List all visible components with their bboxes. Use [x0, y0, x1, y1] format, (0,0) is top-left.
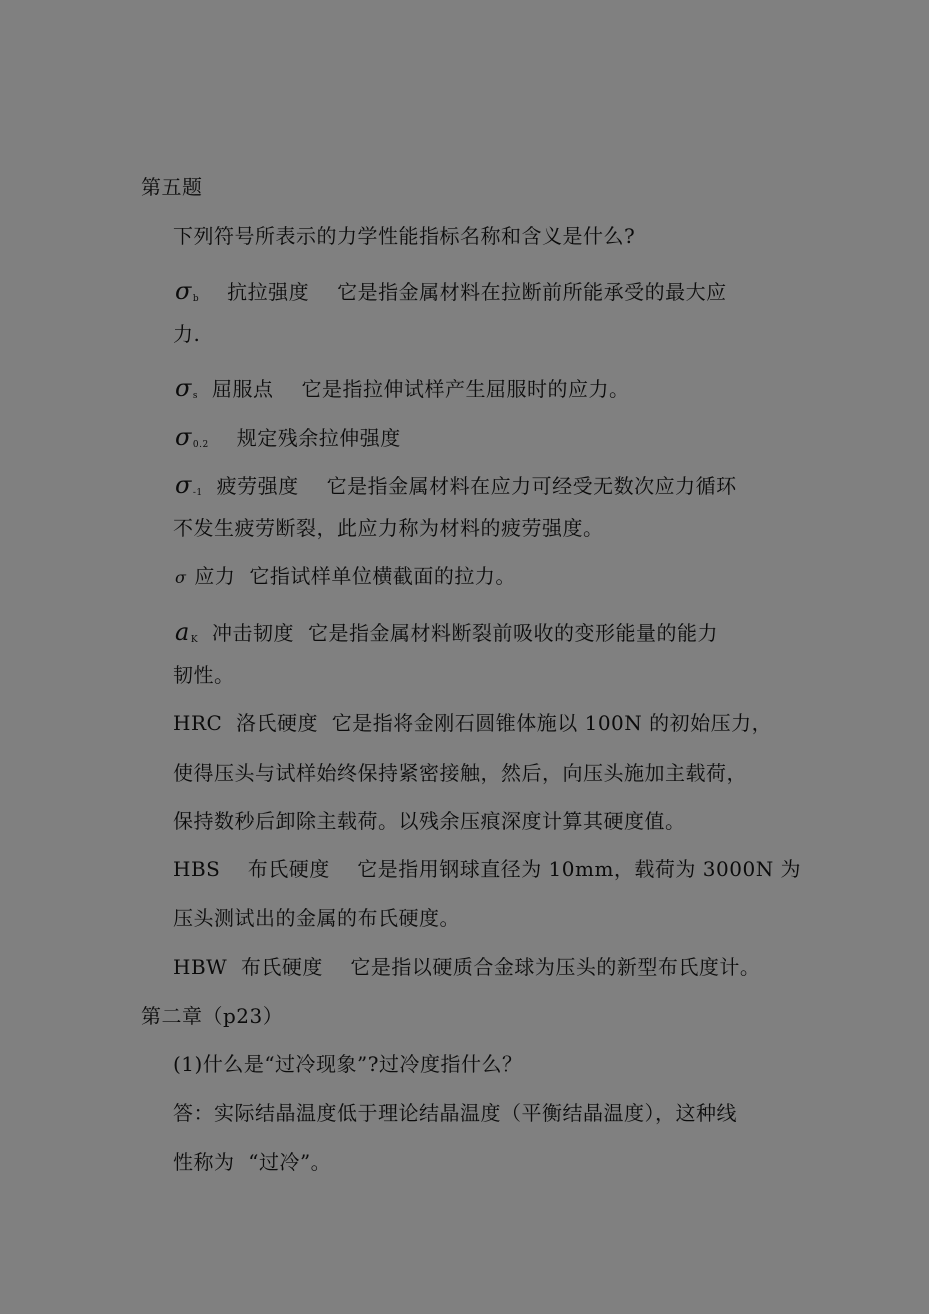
- item-sigma-b: [175, 278, 727, 312]
- item-ak: [175, 619, 718, 653]
- section-heading: 第五题: [141, 175, 203, 199]
- item-desc: 它指试样单位横截面的拉力。: [249, 564, 516, 588]
- symbol: σ: [175, 374, 192, 402]
- item-sigma-minus1: [175, 472, 737, 506]
- item-name: 疲劳强度: [216, 474, 299, 498]
- item-sigma-b-cont: 力.: [173, 322, 201, 346]
- symbol: a: [175, 618, 190, 646]
- item-desc: 它是指拉伸试样产生屈服时的应力。: [301, 377, 630, 401]
- item-name: 冲击韧度: [212, 621, 295, 645]
- item-name: 屈服点: [212, 377, 274, 401]
- question-1: (1)什么是“过冷现象”?过冷度指什么？: [173, 1052, 523, 1076]
- symbol: σ: [175, 423, 192, 451]
- symbol-subscript: 0.2: [192, 440, 209, 450]
- item-name: 应力: [194, 564, 236, 588]
- hrc-line-2: 使得压头与试样始终保持紧密接触，然后，向压头施加主载荷，: [173, 761, 747, 785]
- symbol-subscript: s: [192, 391, 199, 401]
- item-name: 规定残余拉伸强度: [236, 426, 401, 450]
- question-text: 下列符号所表示的力学性能指标名称和含义是什么?: [173, 224, 636, 248]
- answer-1-line-2: 性称为 “过冷”。: [173, 1150, 332, 1174]
- hbs-line-1: HBS 布氏硬度 它是指用钢球直径为 10mm，载荷为 3000N 为: [173, 857, 802, 881]
- symbol: σ: [175, 277, 192, 305]
- symbol-subscript: b: [192, 294, 200, 304]
- chapter-heading: 第二章（p23）: [141, 1004, 284, 1028]
- item-desc: 它是指金属材料断裂前吸收的变形能量的能力: [308, 621, 719, 645]
- symbol: σ: [175, 471, 192, 499]
- item-name: 抗拉强度: [227, 280, 310, 304]
- item-sigma-02: [175, 424, 401, 458]
- item-desc: 它是指金属材料在拉断前所能承受的最大应: [337, 280, 727, 304]
- item-desc: 它是指金属材料在应力可经受无数次应力循环: [326, 474, 737, 498]
- hrc-line-3: 保持数秒后卸除主载荷。以残余压痕深度计算其硬度值。: [173, 809, 686, 833]
- item-sigma-minus1-cont: 不发生疲劳断裂，此应力称为材料的疲劳强度。: [173, 516, 604, 540]
- item-sigma: [175, 563, 516, 591]
- item-ak-cont: 韧性。: [173, 663, 235, 687]
- symbol-subscript: K: [190, 635, 199, 645]
- answer-1-line-1: 答：实际结晶温度低于理论结晶温度（平衡结晶温度），这种线: [173, 1101, 737, 1125]
- symbol-subscript: -1: [192, 488, 203, 498]
- hbw-line: HBW 布氏硬度 它是指以硬质合金球为压头的新型布氏度计。: [173, 955, 761, 979]
- hbs-line-2: 压头测试出的金属的布氏硬度。: [173, 906, 460, 930]
- symbol: σ: [175, 568, 187, 587]
- hrc-line-1: HRC 洛氏硬度 它是指将金刚石圆锥体施以 100N 的初始压力，: [173, 711, 773, 735]
- item-sigma-s: [175, 375, 630, 409]
